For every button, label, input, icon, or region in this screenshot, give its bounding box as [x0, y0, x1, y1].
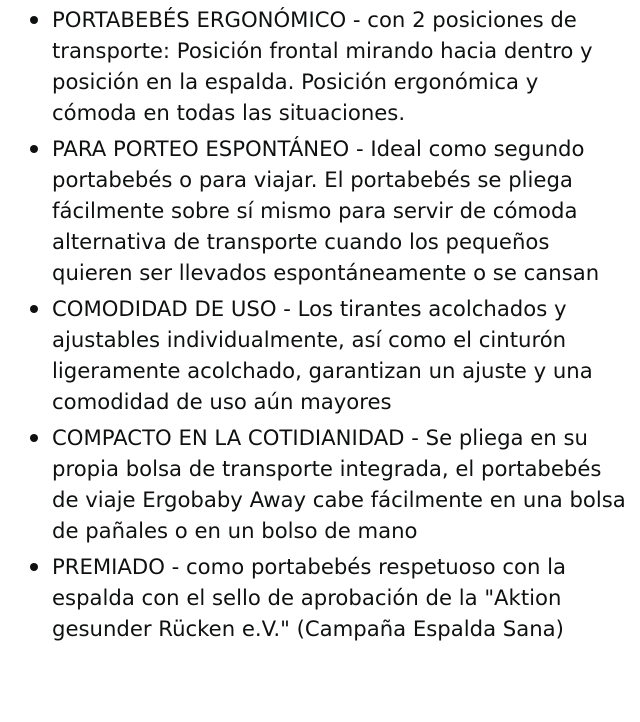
- bullet-dot-icon: [30, 16, 38, 24]
- feature-bullet-1: [0, 4, 640, 128]
- feature-bullet-5: [0, 551, 640, 644]
- feature-bullet-text: PREMIADO - como portabebés respetuoso con la espalda con el sello de aprobación de la "Aktion gesunder Rücken e.V." (Campaña Espalda Sana): [52, 554, 567, 641]
- feature-bullet-3: [0, 293, 640, 417]
- feature-bullet-2: [0, 133, 640, 288]
- bullet-dot-icon: [30, 305, 38, 313]
- feature-bullet-4: [0, 422, 640, 546]
- bullet-dot-icon: [30, 434, 38, 442]
- bullet-dot-icon: [30, 563, 38, 571]
- feature-bullet-text: COMODIDAD DE USO - Los tirantes acolchados y ajustables individualmente, así como el cinturón ligeramente acolchado, garantizan un ajuste y una comodidad de uso aún mayores: [52, 296, 593, 414]
- feature-bullet-text: PARA PORTEO ESPONTÁNEO - Ideal como segundo portabebés o para viajar. El portabebés se pliega fácilmente sobre sí mismo para servir de cómoda alternativa de transporte cuando los pequeños quieren ser llevados espontáneamente o se cansan: [52, 136, 600, 285]
- bullet-dot-icon: [30, 145, 38, 153]
- feature-bullet-text: PORTABEBÉS ERGONÓMICO - con 2 posiciones de transporte: Posición frontal mirando hacia dentro y posición en la espalda. Posición ergonómica y cómoda en todas las situaciones.: [52, 7, 593, 125]
- feature-bullet-text: COMPACTO EN LA COTIDIANIDAD - Se pliega en su propia bolsa de transporte integrada, el portabebés de viaje Ergobaby Away cabe fácilmente en una bolsa de pañales o en un bolso de mano: [52, 425, 626, 543]
